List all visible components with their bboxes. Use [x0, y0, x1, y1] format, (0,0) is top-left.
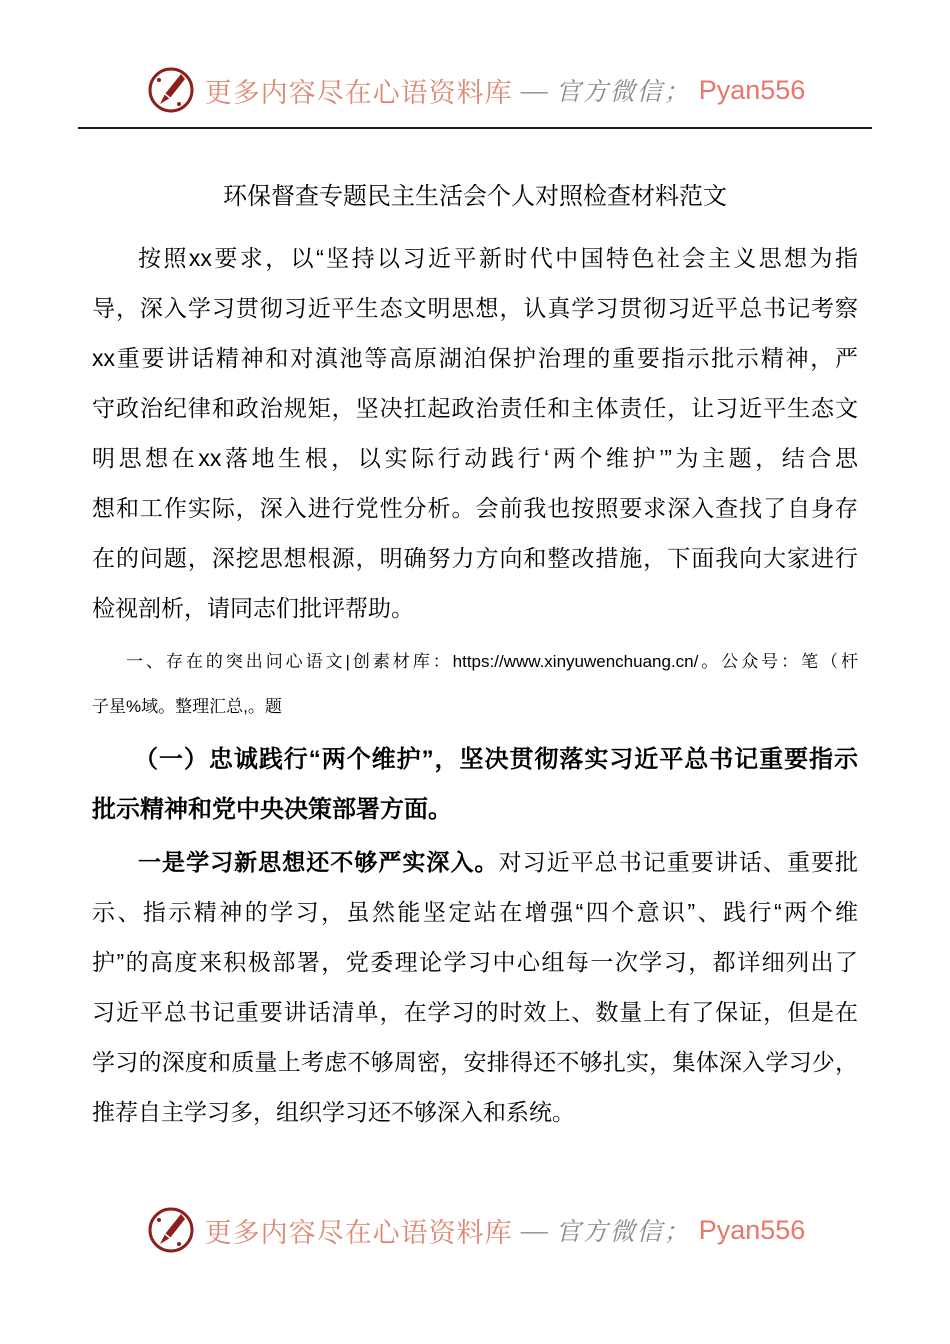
body-line: 检视剖析，请同志们批评帮助。 [92, 595, 414, 621]
body-line-with-lead [92, 837, 858, 887]
page-header [0, 64, 950, 116]
wechat-id: Pyan556 [698, 74, 806, 105]
body-line: xx重要讲话精神和对滇池等高原湖泊保护治理的重要指示批示精神，严 [92, 345, 858, 371]
brand-text: 更多内容尽在心语资料库 [204, 1217, 513, 1248]
note-line: 子星%域。整理汇总,。题 [92, 697, 282, 716]
brand-text: 更多内容尽在心语资料库 [204, 77, 513, 108]
body-line: 在的问题，深挖思想根源，明确努力方向和整改措施，下面我向大家进行 [92, 545, 858, 571]
heading-line: （一）忠诚践行“两个维护”，坚决贯彻落实习近平总书记重要指示 [134, 746, 858, 773]
brand-dash: — [520, 1214, 548, 1245]
page-footer [0, 1204, 950, 1256]
paragraph-2 [92, 837, 858, 1137]
header-rule [78, 127, 872, 129]
body-line: 想和工作实际，深入进行党性分析。会前我也按照要求深入查找了自身存 [92, 495, 858, 521]
body-line: 导，深入学习贯彻习近平生态文明思想，认真学习贯彻习近平总书记考察 [92, 295, 858, 321]
body-line: 明思想在xx落地生根，以实际行动践行‘两个维护’”为主题，结合思 [92, 445, 858, 471]
wechat-label: 官方微信； [555, 1219, 691, 1246]
note-line: 一、存在的突出问心语文|创素材库：https://www.xinyuwenchuang.cn/。公众号：笔（杆 [126, 652, 858, 671]
section-heading-1 [92, 735, 858, 835]
pen-circle-logo-icon [145, 64, 197, 116]
lead-bold-text: 一是学习新思想还不够严实深入。 [138, 849, 499, 875]
wechat-id: Pyan556 [698, 1214, 806, 1245]
document-title: 环保督查专题民主生活会个人对照检查材料范文 [223, 183, 727, 210]
body-line: 守政治纪律和政治规矩，坚决扛起政治责任和主体责任，让习近平生态文 [92, 395, 858, 421]
body-line: 按照xx要求，以“坚持以习近平新时代中国特色社会主义思想为指 [138, 245, 858, 271]
body-line: 护”的高度来积极部署，党委理论学习中心组每一次学习，都详细列出了 [92, 949, 858, 975]
wechat-label: 官方微信； [555, 79, 691, 106]
body-line: 推荐自主学习多，组织学习还不够深入和系统。 [92, 1099, 575, 1125]
pen-circle-logo-icon [145, 1204, 197, 1256]
body-line: 示、指示精神的学习，虽然能坚定站在增强“四个意识”、践行“两个维 [92, 899, 858, 925]
brand-dash: — [520, 74, 548, 105]
body-line: 学习的深度和质量上考虑不够周密，安排得还不够扎实，集体深入学习少， [92, 1049, 858, 1075]
heading-line: 批示精神和党中央决策部署方面。 [92, 796, 452, 823]
paragraph-1 [92, 233, 858, 633]
body-line: 习近平总书记重要讲话清单，在学习的时效上、数量上有了保证，但是在 [92, 999, 858, 1025]
lead-rest-text: 对习近平总书记重要讲话、重要批 [498, 849, 859, 875]
note-paragraph [92, 639, 858, 729]
